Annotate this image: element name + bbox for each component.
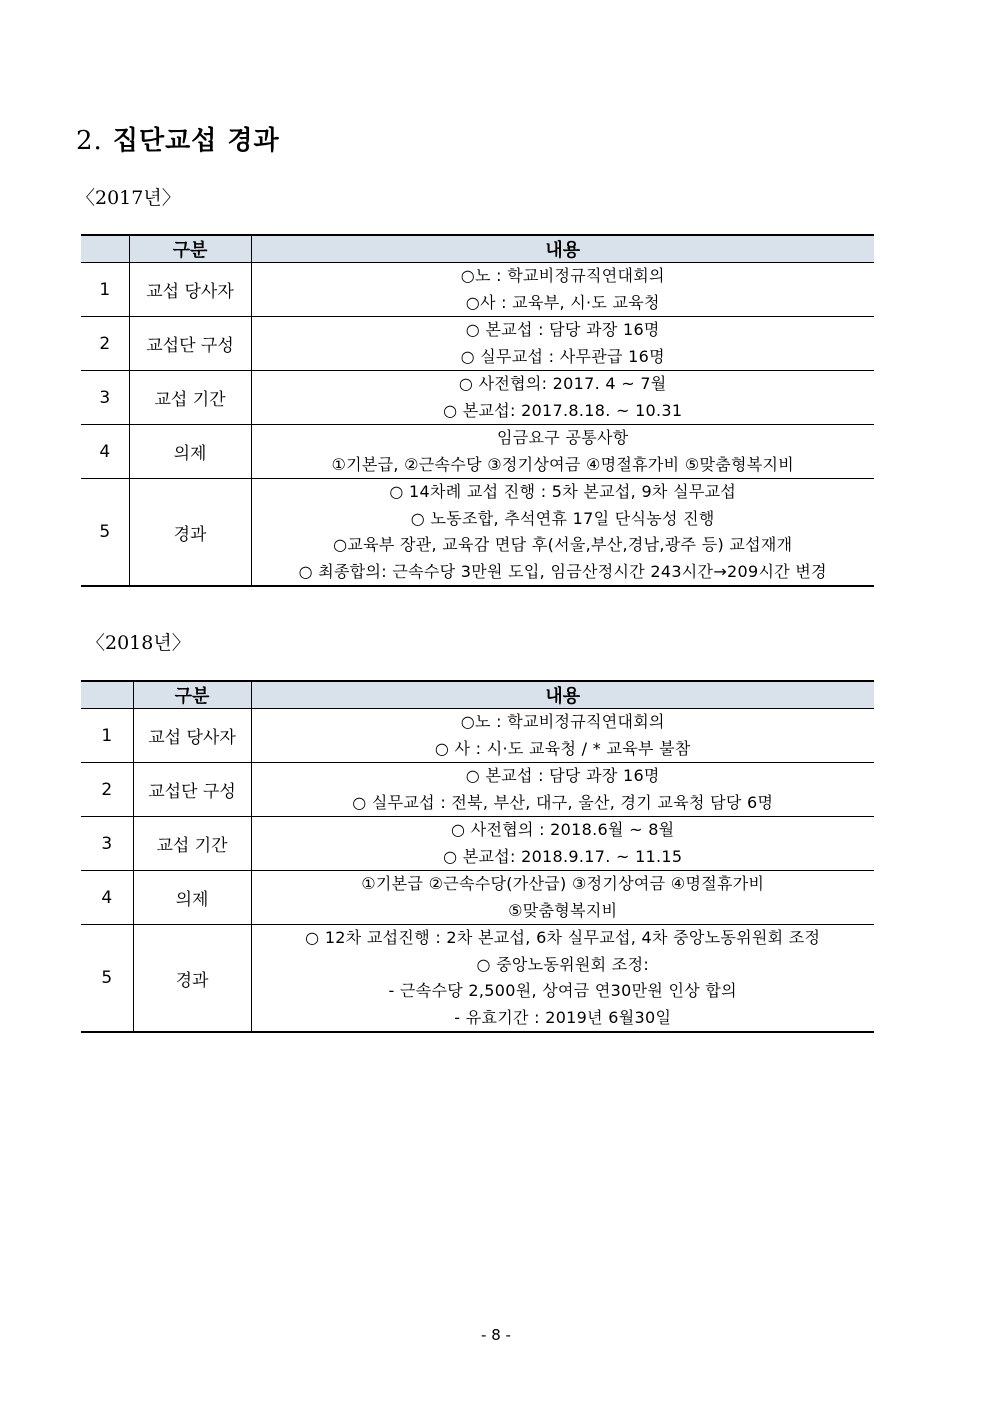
row-category: 의제 <box>133 871 251 925</box>
content-line: ○ 본교섭: 2018.9.17. ~ 11.15 <box>443 846 683 866</box>
year-label-2018: 〈2018년〉 <box>86 632 191 654</box>
content-line: ○교육부 장관, 교육감 면담 후(서울,부산,경남,광주 등) 교섭재개 <box>333 535 793 554</box>
content-line: ①기본급, ②근속수당 ③정기상여금 ④명절휴가비 ⑤맞춤형복지비 <box>331 454 795 474</box>
header-blank <box>81 235 129 263</box>
content-line: - 근속수당 2,500원, 상여금 연30만원 인상 합의 <box>388 981 737 1000</box>
header-category: 구분 <box>129 235 251 263</box>
content-line: ○ 본교섭 : 담당 과장 16명 <box>465 766 660 785</box>
content-line: - 유효기간 : 2019년 6월30일 <box>454 1007 672 1027</box>
header-category: 구분 <box>133 681 251 709</box>
row-number: 5 <box>81 925 133 1033</box>
table-row <box>81 263 874 317</box>
row-category: 의제 <box>129 425 251 479</box>
content-line: ○ 실무교섭 : 사무관급 16명 <box>460 346 665 366</box>
row-number: 4 <box>81 871 133 925</box>
content-line: ○ 노동조합, 추석연휴 17일 단식농성 진행 <box>410 508 715 528</box>
content-line: ○노 : 학교비정규직연대회의 <box>460 266 665 285</box>
row-number: 5 <box>81 479 129 587</box>
table-row <box>81 317 874 371</box>
row-category: 경과 <box>133 925 251 1033</box>
content-line: ○ 본교섭: 2017.8.18. ~ 10.31 <box>443 400 683 420</box>
row-content <box>251 763 874 817</box>
header-content: 내용 <box>251 235 874 263</box>
content-line: ○ 본교섭 : 담당 과장 16명 <box>465 320 660 339</box>
row-content <box>251 479 874 587</box>
row-content <box>251 925 874 1033</box>
row-number: 1 <box>81 709 133 763</box>
content-line: ○노 : 학교비정규직연대회의 <box>460 712 665 731</box>
year-label-2017: 〈2017년〉 <box>76 187 181 209</box>
row-content <box>251 817 874 871</box>
row-number: 4 <box>81 425 129 479</box>
section-title <box>76 120 280 157</box>
row-content <box>251 425 874 479</box>
table-row <box>81 817 874 871</box>
content-line: ○ 최종합의: 근속수당 3만원 도입, 임금산정시간 243시간→209시간 변경 <box>298 561 827 581</box>
table-row <box>81 871 874 925</box>
row-category: 교섭 당사자 <box>133 709 251 763</box>
row-number: 2 <box>81 317 129 371</box>
page-number: - 8 - <box>481 1326 511 1344</box>
table-row <box>81 709 874 763</box>
row-number: 2 <box>81 763 133 817</box>
table-row <box>81 925 874 1033</box>
section-number: 2. <box>76 126 103 156</box>
table-row <box>81 425 874 479</box>
row-content <box>251 871 874 925</box>
table-header-row <box>81 235 874 263</box>
row-content <box>251 317 874 371</box>
row-category: 교섭 기간 <box>133 817 251 871</box>
row-category: 교섭단 구성 <box>129 317 251 371</box>
content-line: ○ 12차 교섭진행 : 2차 본교섭, 6차 실무교섭, 4차 중앙노동위원회 조정 <box>305 928 821 947</box>
content-line: ○ 사전협의 : 2018.6월 ~ 8월 <box>451 820 675 839</box>
content-line: ○사 : 교육부, 시·도 교육청 <box>465 292 660 312</box>
negotiation-table-2018 <box>81 680 874 1033</box>
header-content: 내용 <box>251 681 874 709</box>
row-category: 경과 <box>129 479 251 587</box>
header-blank <box>81 681 133 709</box>
content-line: ①기본급 ②근속수당(가산급) ③정기상여금 ④명절휴가비 <box>361 874 765 893</box>
row-number: 1 <box>81 263 129 317</box>
row-number: 3 <box>81 817 133 871</box>
row-content <box>251 709 874 763</box>
row-number: 3 <box>81 371 129 425</box>
content-line: 임금요구 공통사항 <box>497 428 629 447</box>
content-line: ⑤맞춤형복지비 <box>508 900 618 920</box>
negotiation-table-2017 <box>81 234 874 587</box>
content-line: ○ 실무교섭 : 전북, 부산, 대구, 울산, 경기 교육청 담당 6명 <box>352 792 774 812</box>
row-content <box>251 371 874 425</box>
row-category: 교섭 당사자 <box>129 263 251 317</box>
table-row <box>81 763 874 817</box>
row-content <box>251 263 874 317</box>
row-category: 교섭단 구성 <box>133 763 251 817</box>
table-header-row <box>81 681 874 709</box>
content-line: ○ 중앙노동위원회 조정: <box>476 954 650 974</box>
row-category: 교섭 기간 <box>129 371 251 425</box>
table-row <box>81 371 874 425</box>
content-line: ○ 사전협의: 2017. 4 ~ 7월 <box>458 374 667 393</box>
content-line: ○ 14차례 교섭 진행 : 5차 본교섭, 9차 실무교섭 <box>389 482 737 501</box>
section-title-text: 집단교섭 경과 <box>112 126 280 156</box>
table-row <box>81 479 874 587</box>
content-line: ○ 사 : 시·도 교육청 / * 교육부 불참 <box>434 738 691 758</box>
